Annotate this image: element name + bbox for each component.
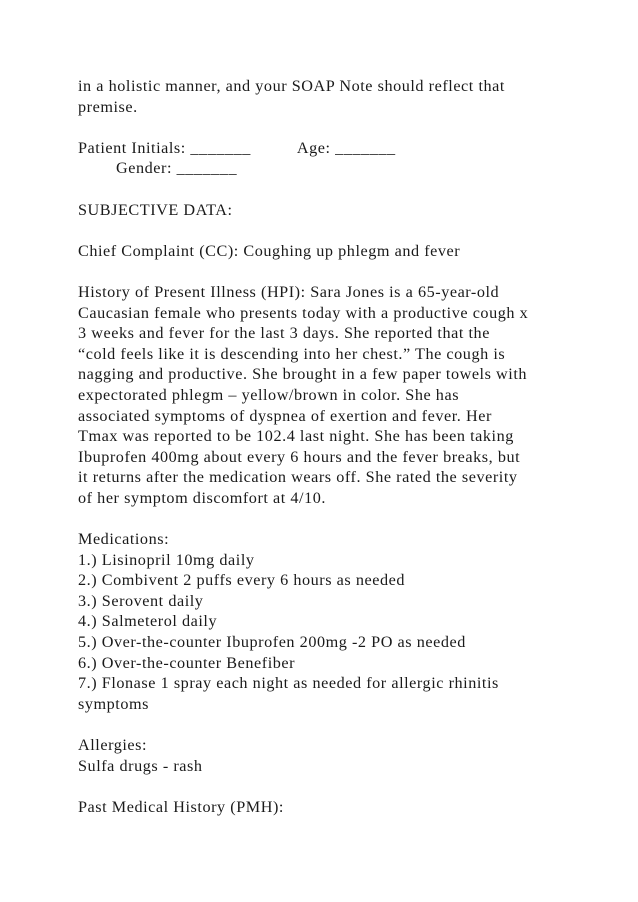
- medications-heading: Medications:: [78, 530, 170, 549]
- patient-initials-field: Patient Initials: _______: [78, 138, 251, 157]
- hpi-line: Ibuprofen 400mg about every 6 hours and the fever breaks, but: [78, 447, 521, 466]
- allergies-value: Sulfa drugs - rash: [78, 756, 203, 775]
- gender-field: Gender: _______: [116, 159, 238, 178]
- age-field: Age: _______: [296, 138, 396, 157]
- medication-item: 1.) Lisinopril 10mg daily: [78, 550, 255, 569]
- hpi-line: “cold feels like it is descending into her chest.” The cough is: [78, 344, 506, 363]
- hpi-line: Tmax was reported to be 102.4 last night. She has been taking: [78, 427, 514, 446]
- medication-item: symptoms: [78, 694, 149, 713]
- hpi-line: it returns after the medication wears off. She rated the severity: [78, 468, 518, 487]
- chief-complaint: Chief Complaint (CC): Coughing up phlegm and fever: [78, 241, 461, 260]
- medication-item: 4.) Salmeterol daily: [78, 612, 218, 631]
- hpi-line: 3 weeks and fever for the last 3 days. She reported that the: [78, 324, 490, 343]
- hpi-line: expectorated phlegm – yellow/brown in color. She has: [78, 385, 460, 404]
- hpi-line: of her symptom discomfort at 4/10.: [78, 488, 326, 507]
- medication-item: 6.) Over-the-counter Benefiber: [78, 653, 296, 672]
- medication-item: 5.) Over-the-counter Ibuprofen 200mg -2 PO as needed: [78, 633, 466, 652]
- hpi-line: nagging and productive. She brought in a few paper towels with: [78, 365, 528, 384]
- intro-line: in a holistic manner, and your SOAP Note should reflect that: [78, 77, 505, 95]
- medication-item: 2.) Combivent 2 puffs every 6 hours as needed: [78, 571, 406, 590]
- pmh-heading: Past Medical History (PMH):: [78, 797, 284, 816]
- intro-line: premise.: [78, 97, 138, 116]
- document-body: [78, 76, 598, 817]
- allergies-heading: Allergies:: [78, 736, 148, 754]
- medication-item: 7.) Flonase 1 spray each night as needed for allergic rhinitis: [78, 674, 499, 693]
- hpi-line: associated symptoms of dyspnea of exertion and fever. Her: [78, 406, 492, 425]
- hpi-line: Caucasian female who presents today with a productive cough x: [78, 303, 529, 322]
- subjective-heading: SUBJECTIVE DATA:: [78, 200, 233, 219]
- hpi-line: History of Present Illness (HPI): Sara Jones is a 65-year-old: [78, 282, 500, 301]
- medication-item: 3.) Serovent daily: [78, 591, 204, 610]
- patient-info-line: [78, 138, 598, 159]
